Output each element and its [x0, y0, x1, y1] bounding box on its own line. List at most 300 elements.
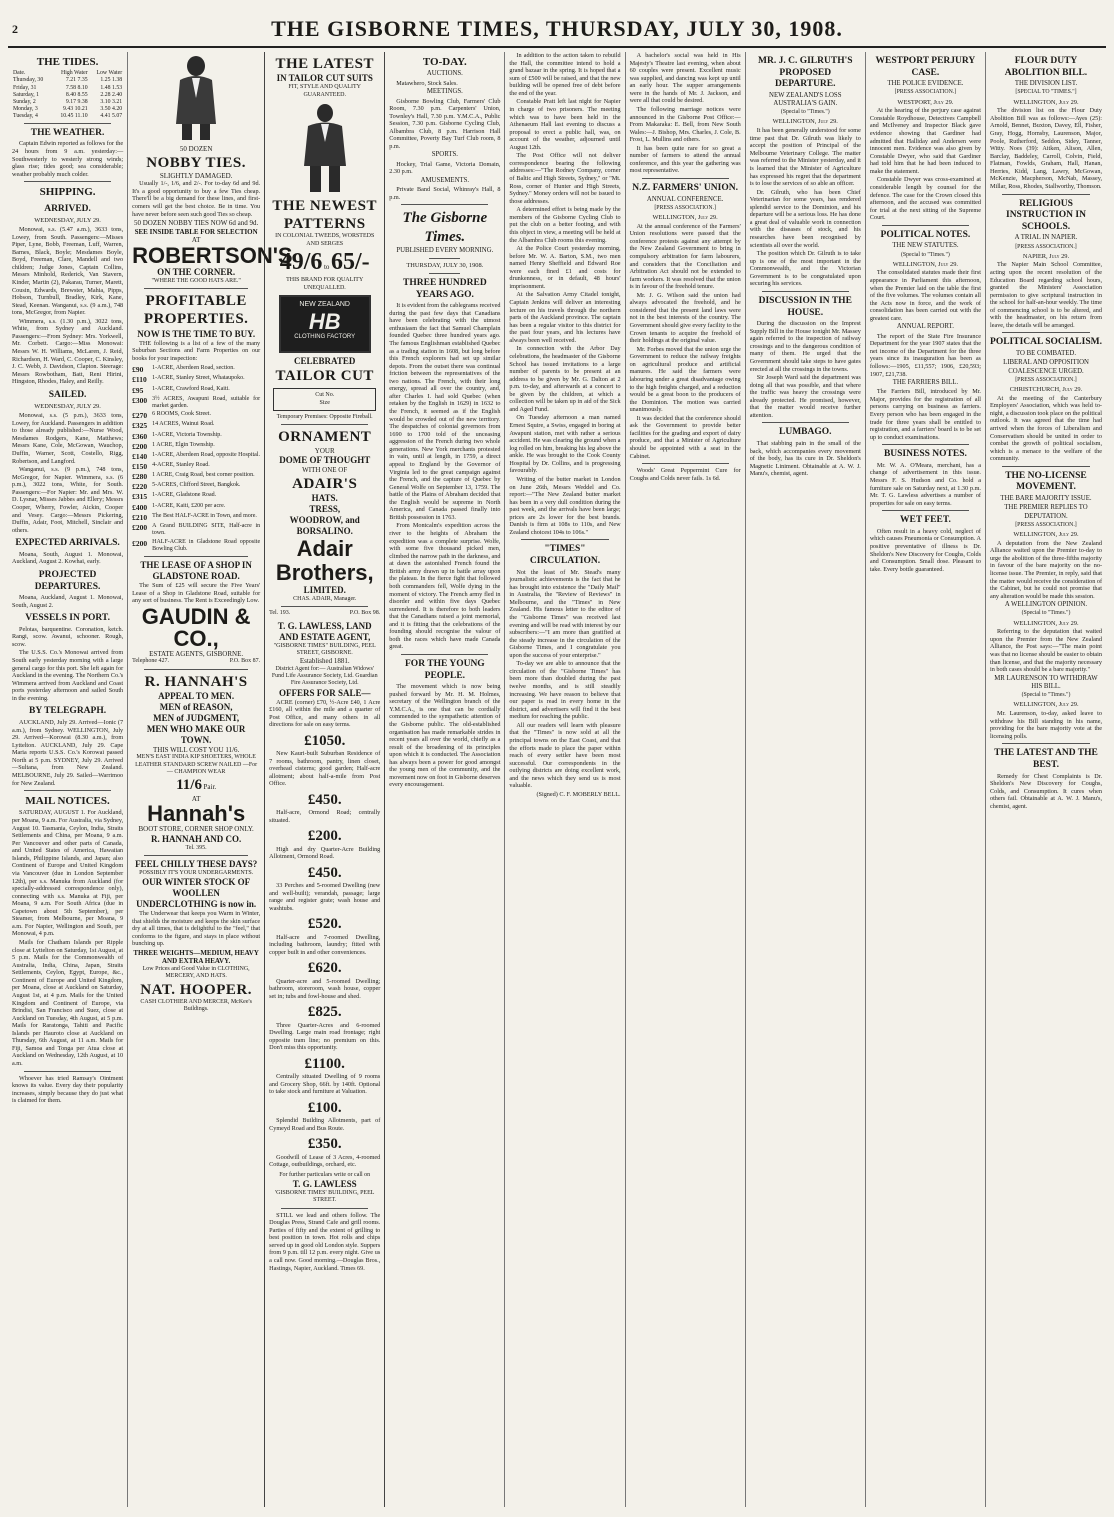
property-price: £210	[132, 512, 148, 522]
lawless-property	[269, 732, 380, 788]
property-item	[132, 432, 260, 441]
divider	[401, 654, 488, 655]
mail-heading: MAIL NOTICES.	[25, 795, 110, 808]
newspaper-title: THE GISBORNE TIMES, THURSDAY, JULY 30, 1908.	[271, 16, 843, 41]
property-item	[132, 539, 260, 554]
mail-text: Mails for Chatham Islands per Ripple close at Lyttelton on Saturday, 1st August, at 5 p.m. Mails for the Commonwealth of Australia, India, China, Japan, Straits Settlements, Ceylon, Egypt, Europe, &c., Continent of Europe and United Kingdom, per Moana, close at Auckland on Saturday, August 1st, at 4 p.m. Mails for the United Kingdom and Continent of Europe, via Brindisi, San Francisco and Suez, close at Auckland on Tuesday, 4th August, at 5 p.m. Mails for Raratonga, Tahiti and Pacific Islands per Hauroto close at Auckland on Thursday, 6th August, at 11 a.m. Mails for Fiji, Samoa and Tonga per Atua close at Auckland on Wednesday, 12th August, at 10 a.m.	[12, 939, 124, 1068]
lawless-property	[269, 864, 380, 913]
logo-bottom: CLOTHING FACTORY	[294, 333, 356, 340]
newest-heading: THE NEWEST PATTERNS	[272, 197, 378, 233]
latest-best-heading: THE LATEST AND THE BEST.	[994, 748, 1098, 770]
property-description: 1 ACRE, Craig Road, best corner position.	[152, 472, 255, 479]
column-local-news	[505, 52, 625, 1507]
property-price: £150	[132, 462, 148, 472]
farriers-heading: THE FARRIERS BILL.	[892, 379, 959, 387]
gilruth-sub: NEW ZEALAND'S LOSS AUSTRALIA'S GAIN.	[769, 91, 842, 108]
property-description: 6 ROOMS, Cook Street.	[152, 411, 211, 418]
newest-patterns-ad	[269, 197, 380, 292]
peppermint-notice: Woods' Great Peppermint Cure for Coughs and Colds never fails. 1s 6d.	[629, 467, 741, 482]
your-line: YOUR	[314, 446, 335, 455]
lawless-ad	[269, 621, 380, 729]
men-line: MEN of REASON,	[159, 701, 233, 712]
tide-date: Monday, 3	[13, 105, 38, 112]
premises-line: Temporary Premises: Opposite Fireball.	[276, 413, 373, 420]
news-item: The Post Office will not deliver correspondence bearing the following addresses:—"The Rodney Company, corner of Baltic and High Streets, Sydney," or "Mt. Ross, corner of Hunter and High Streets, Sydney." Money orders will not be issued to those addresses.	[509, 152, 621, 205]
lawless-property-text: Three Quarter-Acres and 6-roomed Dwelling. Large main road frontage; right opposite tram line; no premium on this. Don't miss this opportunity.	[269, 1021, 381, 1052]
divider	[882, 225, 969, 226]
divider	[401, 204, 488, 205]
tide-date: Saturday, 1	[13, 91, 40, 98]
property-item	[132, 411, 260, 420]
vessels-text: Pelotas, barquentine. Coronation, ketch. Rangi, scow. Awanui, schooner. Rough, scow.	[12, 625, 124, 648]
nz-farmers-text: Mr. J. G. Wilson said the union had always advocated the freehold, and he considered that the present land laws were not in the best interests of the country. The Government should give every facility to the Crown tenants to acquire the freehold of their holdings at the original value.	[629, 291, 741, 345]
wet-feet-text: Often result in a heavy cold, neglect of which causes Pneumonia or Consumption. A positive preventative of illness is Dr. Sheldon's New Discovery for Coughs, Colds and Consumption. Small dose. Pleasant to take. Every bottle guaranteed.	[869, 527, 981, 573]
tides-col: Low Water	[96, 70, 123, 77]
lumbago-text: That stabbing pain in the small of the back, which accompanies every movement of the body, has its cure in Dr. Sheldon's Magnetic Liniment. Obtainable at A. W. J. Manu's, chemist, agent.	[749, 440, 861, 478]
telegraph-heading: BY TELEGRAPH.	[29, 706, 107, 717]
column-shipping	[8, 52, 128, 1507]
times-circulation-text: All our readers will learn with pleasure that the "Times" is now sold at all the principal towns on the East Coast, and that the efforts made to place the paper within reach of every settler have been most successful. Our correspondents in the outlying districts are doing excellent work, and the news which they send us is most valuable.	[509, 721, 621, 790]
lawless2-heading: T. G. LAWLESS	[292, 1179, 357, 1190]
lawless-property-price: £450.	[307, 864, 342, 881]
divider	[1002, 332, 1090, 333]
lawless-property-price: £350.	[307, 1136, 342, 1153]
price-high: 65/-	[330, 249, 370, 276]
properties-heading: PROPERTIES.	[143, 311, 249, 328]
manager-line: CHAS. ADAIR, Manager.	[293, 596, 357, 603]
gilruth-text: Dr. Gilruth, who has been Chief Veterinarian for some years, has rendered splendid service to the Dominion, and his departure will be a serious loss. He has done a great deal of valuable work in connection with the diseases of stock, and his researches have been recognised by scientists all over the world.	[749, 188, 861, 249]
lawless-property-text: Half-acre and 7-roomed Dwelling, including bathroom, laundry; fitted with copper built in and other conveniences.	[269, 933, 381, 956]
tide-low: 1.48 1.53	[100, 84, 123, 91]
withdraw-text: Mr. Laurenson, to-day, asked leave to withdraw his Bill standing in his name, providing for the bare majority vote at the licensing polls.	[989, 710, 1102, 740]
adair-hats-ad	[269, 428, 380, 603]
boots-text: MEN'S EAST INDIA KIP SHOETERS, WHOLE LEATHER STANDARD SCREW NAILED —For— CHAMPION WEAR	[135, 754, 258, 775]
tides-row	[12, 113, 123, 120]
tide-low: 1.25 1.38	[100, 77, 123, 84]
property-item	[132, 462, 260, 471]
boots-line: THIS WILL COST YOU 11/6.	[153, 745, 240, 754]
tide-date: Sunday, 2	[13, 98, 36, 105]
man-illustration-icon	[166, 54, 226, 142]
divider	[24, 790, 111, 791]
property-price: £200	[132, 441, 148, 451]
lease-text: The Sum of £25 will secure the Five Years' Lease of a Shop in Gladstone Road, suitable for any sort of business. The Rent is Exceedingly Low.	[132, 582, 261, 605]
tides-row	[12, 92, 123, 99]
arrived-text: Monowai, s.s. (5.47 a.m.), 3633 tons, Lowey, from South. Passengers:—Misses Piper, Lyne, Bobb, Freeman, Luff, Warren, Barnes, Black, Boyle; Mesdames Boyle, Boyd, Freeman, Clare, Mandell and two children; Judge Jones, Captain Collins, Messrs Minhold, Rederick, Van Stavern, Kinder, Martin (2), Pakarau, Turner, Marett, Cousin, Edwards, Brewster, Mahia, Pipps, Hobson, Turnbull, Bradley, Kirk, Kane, Stead, Keenan. Wanganui, s.s. (9 a.m.), 748 tons, McGregor, from Napier.	[12, 226, 124, 317]
property-item	[132, 472, 260, 481]
property-price: £90	[132, 365, 144, 375]
gaudin-po: P.O. Box 87.	[229, 658, 261, 665]
news-item: A determined effort is being made by the members of the Gisborne Cycling Club to put the club on a better footing, and with this object in view, a meeting will be held at the Albambra Club rooms this evening.	[509, 206, 621, 244]
still-text: STILL we lead and others follow. The Douglas Press, Strand Cafe and grill rooms. Parties of fifty and the extent of grilling to best position in town. Hot rolls and chips served up in good old London style. Suppers from 9 p.m. till 12 p.m. every night. Give us a call now. Good morning.—Douglas Bros., Hastings, Napier, Auckland. Times 69.	[269, 1211, 381, 1272]
property-item	[132, 452, 260, 461]
lease-ad	[132, 560, 260, 665]
sailed-text: Wanganui, s.s. (9 p.m.), 748 tons, McGregor, for Napier. Wimmera, s.s. (6 p.m.), 3022 tons, White, for South. Passengers:—For Napier: Mr. and Mrs. W. D. Lysnar, Misses Jabbes and Ellery; Messrs Cooper, Wherry, Fowler, Aickin, Cooper and Vesey. Cargo:—Messrs Pickering, Duffin, Adair, Foot, Mitchell, Sinclair and others.	[12, 466, 124, 534]
lawless-sub: "GISBORNE TIMES" BUILDING, PEEL STREET, GISBORNE.	[273, 642, 376, 656]
lawless-property	[269, 1003, 380, 1052]
withdraw-heading: MR LAURENSON TO WITHDRAW HIS BILL.	[994, 674, 1098, 690]
cut-no: Cut No.	[315, 392, 335, 399]
license-sub: THE BARE MAJORITY ISSUE.	[1000, 494, 1092, 502]
young-heading: FOR THE YOUNG PEOPLE.	[405, 659, 485, 681]
page-number: 2	[12, 22, 18, 36]
property-price: £360	[132, 431, 148, 441]
political-dateline: WELLINGTON, July 29.	[892, 260, 959, 268]
property-item	[132, 482, 260, 491]
religious-dateline: NAPIER, July 29.	[1022, 252, 1070, 260]
westport-dateline: WESTPORT, July 29.	[897, 98, 954, 106]
properties-ad	[132, 292, 260, 362]
tides-col: High Water	[61, 70, 88, 77]
divider	[429, 273, 460, 274]
ointment-notice: Whoever has tried Ramsay's Ointment knows its value. Every day their popularity increases, simply because they do just what is claimed for them.	[12, 1074, 124, 1105]
column-farmers-union	[626, 52, 746, 1507]
dome-line: DOME OF THOUGHT	[279, 455, 371, 466]
property-price: £325	[132, 421, 148, 431]
religious-press: [PRESS ASSOCIATION.]	[1015, 243, 1077, 250]
property-price: £140	[132, 451, 148, 461]
nz-farmers-text: At the annual conference of the Farmers' Union resolutions were passed that the conference protests against any attempt by the New Zealand Government to bring in compulsory arbitration for farm labourers, and considers that the Conciliation and Arbitration Act should not be extended to farm workers. It was resolved that the union is in favour of the freehold tenure.	[629, 222, 741, 291]
flour-dateline: WELLINGTON, July 29.	[1013, 98, 1079, 106]
suit-man-illustration-icon	[290, 102, 360, 194]
lawless-property-price: £450.	[307, 792, 342, 809]
logo-top: NEW ZEALAND	[299, 301, 350, 308]
property-description: 1-ACRE, Aberdeen Road, section.	[152, 365, 235, 372]
weights-line: THREE WEIGHTS—MEDIUM, HEAVY AND EXTRA HEAVY.	[133, 948, 259, 966]
lawless-property-price: £520.	[307, 916, 342, 933]
column-advertisements-2	[265, 52, 385, 1507]
tides-row	[12, 106, 123, 113]
see-inside: SEE INSIDE TABLE FOR SELECTION	[134, 227, 258, 236]
divider	[429, 258, 460, 259]
tides-row	[12, 99, 123, 106]
feel-chilly-text: POSSIBLY IT'S YOUR UNDERGARMENTS.	[139, 869, 254, 876]
further-line: For further particulars write or call on	[279, 1171, 371, 1178]
farriers-text: The Farriers Bill, introduced by Mr. Major, provides for the registration of all persons carrying on business as farriers. Every person who has been engaged in the trade for three years shall be entitled to registration, and a farriers' board is to be set up to conduct examinations.	[869, 388, 981, 441]
lawless-property-text: New Kauri-built Suburban Residence of 7 rooms, bathroom, pantry, linen closet, overhead cisterns; good garden; Half-acre allotment; about half-a-mile from Post Office.	[269, 750, 381, 788]
men-line: MEN WHO MAKE OUR TOWN.	[146, 723, 246, 745]
tide-date: Thursday, 30	[13, 77, 44, 84]
divider	[1002, 743, 1090, 744]
hannah-ad	[132, 673, 260, 852]
wet-feet-heading: WET FEET.	[899, 515, 951, 526]
sailed-date: WEDNESDAY, JULY 29.	[34, 403, 101, 411]
property-description: A Grand BUILDING SITE, Half-acre in town.	[152, 522, 261, 537]
debate-heading: DISCUSSION IN THE HOUSE.	[758, 295, 852, 318]
now-is-line: NOW IS THE TIME TO BUY.	[137, 328, 256, 339]
expected-text: Moana, South, August 1. Monowai, Auckland, August 2. Kowhai, early.	[12, 550, 124, 566]
lawless-property-price: £1100.	[304, 1055, 345, 1072]
adairs-line: ADAIR'S	[292, 475, 358, 492]
political-sub: THE NEW STATUTES.	[892, 242, 959, 250]
editorial-masthead: The Gisborne Times.	[402, 210, 488, 245]
today-heading: TO-DAY.	[422, 56, 467, 68]
nobby-text: Usually 1/-, 1/6, and 2/-. For to-day 6d and 9d. It's a good opportunity to buy a few Ties cheap. There'll be a big demand for these lines, and first-comers will get the best choice. Be in time. You have never before seen such good Ties so cheap.	[132, 180, 261, 218]
license-sub2: THE PREMIER REPLIES TO DEPUTATION.	[1004, 504, 1088, 520]
lawless-property-text: Goodwill of Lease of 3 Acres, 4-roomed Cottage, outbuildings, orchard, etc.	[269, 1153, 381, 1169]
boots-price: 11/6	[176, 777, 202, 794]
tide-low: 4.41 5.07	[100, 112, 123, 119]
boots-at: AT	[191, 794, 201, 803]
lawless2-sub: 'GISBORNE TIMES' BUILDING, PEEL STREET.	[275, 1190, 375, 1204]
opinion-heading: A WELLINGTON OPINION.	[1004, 601, 1088, 609]
borsalino-line: BORSALINO.	[296, 525, 353, 536]
publication-date: THURSDAY, JULY 30, 1908.	[406, 262, 484, 270]
divider	[762, 422, 849, 423]
political-press: (Special to "Times.")	[901, 251, 950, 258]
hats-line: HATS.	[311, 492, 338, 503]
corner-line: ON THE CORNER.	[157, 266, 236, 277]
sports-text: Hockey, Trial Game, Victoria Domain, 2.30 p.m.	[389, 160, 501, 176]
lawless-property	[269, 1135, 380, 1168]
arrived-heading: ARRIVED.	[44, 203, 91, 214]
auctions-heading: AUCTIONS.	[426, 70, 463, 78]
property-item	[132, 365, 260, 374]
flour-text: The division list on the Flour Duty Abolition Bill was as follows:—Ayes (25): Arnold, Bennet, Buxton, Davey, Ell, Fisher, Gray, Hogg, Hornsby, Laurenson, Major, Poole, Rutherford, Seddon, Sidey, Tanner, Witty. Noes (39): Aitken, Alison, Allen, Barclay, Baddeley, Carroll, Colvin, Field, Flatman, Fowlds, Graham, Hall, Hanan, Herries, Kidd, Lang, Lawry, McGowan, McKenzie, Macpherson, McNab, Massey, Millar, Ross, Rhodes, Stallworthy, Thomson.	[989, 107, 1102, 190]
property-item	[132, 386, 260, 395]
socialism-text: At the meeting of the Canterbury Employers' Association, which was held to-night, a discussion took place on the political outlook. It was agreed that the time had arrived when the forces of Liberalism and Conservatism should be united in order to combat the growth of political socialism, which is a menace to the welfare of the community.	[989, 394, 1102, 463]
property-description: 5-ACRES, Clifford Street, Bangkok.	[152, 482, 241, 489]
property-description: 1 ACRE, Elgin Township.	[152, 441, 215, 448]
gilruth-press: (Special to "Times.")	[780, 109, 830, 116]
tide-high: 7.58 8.10	[65, 84, 88, 91]
property-price: £270	[132, 411, 148, 421]
property-description: 14 ACRES, Wainui Road.	[152, 421, 215, 428]
ornament-heading: ORNAMENT	[278, 429, 372, 446]
lawless-property-list	[269, 732, 380, 1169]
lawless-property	[269, 1099, 380, 1132]
property-description: 4-ACRE, Stanley Road.	[152, 462, 210, 469]
times-circulation-text: Not the least of Mr. Stead's many journalistic achievements is the fact that he has brought into existence the "Daily Mail" in Australia, the "Review of Reviews" in Melbourne, and the "Times" in New Zealand. His famous letter to the editor of the "Gisborne Times" was received last evening and will be read with interest by our subscribers:—"I am more than gratified at the steady increase in the circulation of the Gisborne Times, and I congratulate you upon the success of your enterprise."	[509, 568, 621, 659]
property-description: 1-ACRE, Stanley Street, Whataupoko.	[152, 375, 245, 382]
robertsons-brand: ROBERTSON'S	[132, 242, 293, 268]
divider	[24, 123, 111, 124]
lawless-property-price: £1050.	[304, 732, 346, 749]
tide-high: 10.45 11.10	[60, 112, 88, 119]
lead-text: It is evident from the cablegrams received during the past few days that Canadians have been celebrating with the utmost enthusiasm the fact that Samuel Champlain founded Quebec three hundred years ago. The famous Englishman established Quebec as a trading station in 1608, but long before this French explorers had set up similar depots. From the outset there was continual friction between the representatives of the two nations. The French, with their long energy, spread all over the country, and, after Charles I. had sold Quebec (when retaken by the English in 1629) in 1632 to the French, it seemed as if the English would be crowded out of the new territory. The despatches of colonial governors from 1690 to 1700 told of the unceasing aggression of the French during two whole generations. New York merchants protested in vain, until at length, in 1759, a direct appeal to England by the Governor of Virginia led to the great campaign against the French, and the capture of Quebec by General Wolfe on September 13, 1759. The battle of the Plains of Abraham decided that the English would be supreme in North America, and Canada passed finally into British possession in 1763.	[389, 302, 501, 521]
nz-farmers-text: It was decided that the conference should ask the Government to provide better facilities for the grading and export of dairy produce, and that a Minister of Agriculture should be appointed with a seat in the Cabinet.	[629, 414, 741, 460]
withdraw-dateline: WELLINGTON, July 29.	[1013, 701, 1079, 709]
sports-heading: SPORTS.	[431, 151, 458, 159]
news-item: A bachelor's social was held in His Majesty's Theatre last evening, when about 60 couples were present. Excellent music was supplied, and dancing was kept up until an early hour. The supper arrangements were in the hands of Mr. J. Jackson, and were all that could be desired.	[629, 52, 741, 105]
projected-text: Moana, Auckland, August 1. Monowai, South, August 2.	[12, 594, 124, 609]
times-circulation-text: To-day we are able to announce that the circulation of the "Gisborne Times" has been more than doubled during the past twelve months, and is still steadily increasing. We have reason to believe that our paper is read in every home in the district, and advertisers will find it the best medium for reaching the public.	[509, 660, 621, 721]
news-item: It has been quite rare for so great a number of farmers to attend the annual conference, and this year the gathering was most representative.	[629, 144, 741, 175]
times-circulation-heading: "TIMES" CIRCULATION.	[529, 544, 601, 567]
property-price: £280	[132, 472, 148, 482]
nz-farmers-heading: N.Z. FARMERS' UNION.	[632, 183, 738, 193]
news-item: In connection with the Arbor Day celebrations, the headmaster of the Gisborne School has issued invitations to a large number of parents to be present at an address to be given by Mr. G. Dalton at 2 p.m. to-day, and afterwards at a concert to be given by the children, at which a collection will be taken up in aid of the Sick and Aged Fund.	[509, 345, 621, 413]
tailor-sub: FIT, STYLE AND QUALITY GUARANTEED.	[288, 84, 361, 98]
lawless-property-price: £620.	[307, 960, 342, 977]
weather-text: Captain Edwin reported as follows for the 24 hours from 9 a.m. yesterday:—Southwesterly to westerly strong winds; glass rise; tides good; sea considerable; weather probably much colder.	[12, 140, 124, 178]
divider	[144, 669, 248, 670]
nz-farmers-text: Mr. Forbes moved that the union urge the Government to reduce the railway freights on agricultural produce and artificial manures. He said the farmers were labouring under a great disadvantage owing to the high freights charged, and a reduction would be a great boon to the producers of the Dominion. The motion was carried unanimously.	[629, 345, 741, 414]
property-description: 3½ ACRES, Awapuni Road, suitable for market garden.	[152, 395, 261, 410]
lawless-footer	[269, 1172, 380, 1205]
lawless-property-price: £825.	[307, 1004, 342, 1021]
signature-line: (Signed) C. F. MOBERLY BELL.	[536, 790, 621, 798]
published-line: PUBLISHED EVERY MORNING.	[396, 246, 494, 254]
amusements-heading: AMUSEMENTS.	[420, 176, 470, 184]
religious-heading: RELIGIOUS INSTRUCTION IN SCHOOLS.	[1006, 198, 1086, 232]
arrived-date: WEDNESDAY, JULY 29.	[34, 217, 101, 225]
lawless-property	[269, 827, 380, 860]
lawless-property-price: £100.	[307, 1099, 342, 1116]
news-item: At the Police Court yesterday morning, before Mr. W. A. Barton, S.M., two men named Henry Sheffield and Edward Roe were each fined £1 and costs for drunkenness, or in default, 48 hours' imprisonment.	[509, 245, 621, 290]
gilruth-heading: MR. J. C. GILRUTH'S PROPOSED DEPARTURE.	[758, 56, 853, 90]
lawless-property-text: High and dry Quarter-Acre Building Allotment, Ormond Road.	[269, 845, 381, 861]
flour-press: [SPECIAL TO "TIMES."]	[1015, 89, 1077, 96]
socialism-dateline: CHRISTCHURCH, July 29.	[1009, 385, 1083, 393]
lawless-property	[269, 959, 380, 1000]
lawless-property-text: 33 Perches and 5-roomed Dwelling (new and well-built); verandah, passage; large range and register grate; wash house and washtubs.	[269, 882, 381, 912]
westport-text: Constable Dwyer was cross-examined at considerable length by counsel for the defence. The case for the Crown closed this afternoon, and the accused was committed for trial at the next sitting of the Supreme Court.	[869, 176, 981, 222]
latest-best-text: Remedy for Chest Complaints is Dr. Sheldon's New Discovery for Coughs, Colds, and Consumption. It cures when others fail. Obtainable at A. W. J. Manu's, chemist, agent.	[989, 772, 1102, 810]
lawless-property	[269, 915, 380, 956]
agent-line: District Agent for:— Australian Widows' Fund Life Assurance Society, Ltd. Guardian Fire Assurance Society, Ltd.	[271, 665, 378, 687]
nz-farmers-press: [PRESS ASSOCIATION.]	[654, 204, 716, 211]
property-price: £95	[132, 385, 144, 395]
property-description: HALF-ACRE in Gladstone Road opposite Bowling Club.	[152, 538, 261, 552]
business-heading: BUSINESS NOTES.	[883, 449, 967, 460]
column-gilruth	[746, 52, 866, 1507]
column-westport	[866, 52, 986, 1507]
gilruth-dateline: WELLINGTON, July 29.	[772, 118, 838, 126]
meetings-heading: MEETINGS.	[426, 88, 463, 96]
nobby-count: 50 DOZEN	[179, 145, 213, 153]
religious-sub: A TRIAL IN NAPIER.	[1014, 234, 1078, 242]
property-description: 1-ACRE, Gladstone Road.	[152, 492, 217, 499]
lawless-pobox: P.O. Box 98.	[349, 610, 381, 617]
property-price: £315	[132, 492, 148, 502]
arrived-text: Wimmera, s.s. (1.30 p.m.), 3022 tons, White, from Sydney and Auckland. Passengers:—From Sydney: Mrs. Yorkwell, Mr. Corbett. Cargo:—Miss Monowai: Messrs W. H. Williams, McLaren, J. Reid, Richardson, H. Ward, C. Cooper, C. Kinsley, J. C. Webb, J. Davidson, Clapton. Steerage: Messrs Rowbotham, Batt, Reni Hirini, Hingston, Rhodes, Haley, and Reilly.	[12, 317, 124, 386]
license-heading: THE NO-LICENSE MOVEMENT.	[1005, 470, 1087, 493]
newest-sub: IN COLONIAL TWEEDS, WORSTEDS AND SERGES	[275, 233, 375, 247]
property-item	[132, 442, 260, 451]
men-line: MEN of JUDGMENT,	[153, 712, 240, 723]
property-item	[132, 421, 260, 430]
nobby-count2: 50 DOZEN NOBBY TIES NOW 6d and 9d.	[133, 219, 259, 228]
profitable-heading: PROFITABLE	[145, 293, 247, 310]
price-low: 49/6	[279, 249, 323, 276]
news-item: The following marriage notices were announced in the Gisborne Post Office:—From Makaraka: E. Bell, from New South Wales:—J. Bishop, Mrs. Charles, J. Cole, B. Frost, L. Mullins and others.	[629, 105, 741, 144]
news-item: On Tuesday afternoon a man named Ernest Squire, a Swiss, engaged in boring at Awapuni station, met with rather a serious accident. He was clearing the ground when a log rolled on him, breaking his leg above the ankle. He was brought to the Cook County Hospital by Dr. Collins, and is progressing favourably.	[509, 414, 621, 475]
following-text: THE following is a list of a few of the many Suburban Sections and Farm Properties on our books for your inspection:	[132, 339, 261, 362]
property-item	[132, 396, 260, 411]
column-parliament	[986, 52, 1106, 1507]
corner-sub: "WHERE THE GOOD HATS ARE."	[151, 277, 241, 284]
divider	[144, 855, 248, 856]
tides-row	[12, 77, 123, 84]
tailor-ad	[269, 55, 380, 99]
debate-text: During the discussion on the Imprest Supply Bill in the House tonight Mr. Massey again referred to the inspection of railway crossings and to the dangerous condition of many of them. He urged that the Government should take steps to have gates erected at all the crossings in the towns.	[749, 320, 861, 373]
lawless-property-text: Quarter-acre and 5-roomed Dwelling; bathroom, storeroom, wash house, copper set in; tubs and fowl-house and shed.	[269, 977, 381, 1000]
low-prices: Low Prices and Good Value in CLOTHING, MERCERY, AND HATS.	[142, 965, 250, 980]
adair-brothers-brand: Adair Brothers,	[275, 535, 374, 585]
nz-farmers-sub: ANNUAL CONFERENCE.	[646, 195, 724, 203]
socialism-sub: TO BE COMBATED.	[1015, 350, 1077, 358]
divider	[24, 1071, 111, 1072]
business-text: Mr. W. A. O'Meara, merchant, has a change of advertisement in this issue. Messrs F. S. Hudson and Co. hold a furniture sale on Saturday next, at 1.30 p.m. Mr. T. G. Lawless advertises a number of properties for sale on easy terms.	[869, 461, 981, 507]
gaudin-brand: GAUDIN & CO.,	[141, 603, 251, 651]
socialism-heading: POLITICAL SOCIALISM.	[990, 337, 1102, 348]
divider	[882, 510, 969, 511]
opinion-text: Referring to the deputation that waited upon the Premier from the New Zealand Alliance, the Post says:—"The main point was that no license should be easier to obtain than license, and that the majority necessary in both cases should be a bare majority."	[989, 628, 1102, 674]
offers-heading: OFFERS FOR SALE—	[278, 687, 371, 698]
lumbago-heading: LUMBAGO.	[779, 427, 832, 438]
lease-heading: THE LEASE OF A SHOP IN GLADSTONE ROAD.	[140, 560, 252, 582]
hannah-heading: R. HANNAH'S	[144, 673, 248, 690]
boots-pair: Pair.	[203, 783, 217, 792]
gilruth-text: The position which Dr. Gilruth is to take up is one of the most important in the Commonwealth, and the Victorian Government is to be congratulated upon securing his services.	[749, 250, 861, 288]
size-label: Size	[319, 399, 330, 406]
gaudin-contact	[132, 658, 260, 665]
nobby-heading: NOBBY TIES.	[146, 154, 246, 171]
amusements-text: Private Band Social, Whinray's Hall, 8 p.m.	[389, 186, 501, 201]
tides-table	[12, 70, 123, 119]
tide-low: 3.50 4.20	[100, 105, 123, 112]
hooper-ad	[132, 859, 260, 1014]
tides-heading: THE TIDES.	[36, 56, 99, 68]
vessels-heading: VESSELS IN PORT.	[25, 613, 110, 624]
license-press: [PRESS ASSOCIATION.]	[1015, 521, 1077, 528]
divider	[762, 291, 849, 292]
hb-clothing-logo	[279, 295, 371, 353]
property-price: £300	[132, 395, 148, 405]
divider	[144, 288, 248, 289]
hannah-store: BOOT STORE, CORNER SHOP ONLY.	[138, 825, 254, 834]
woodrow-line: WOODROW, and	[289, 514, 360, 525]
sailed-heading: SAILED.	[48, 389, 87, 400]
tide-high: 9.17 9.38	[65, 98, 88, 105]
winter-text: The Underwear that keeps you Warm in Winter, that shields the moisture and keeps the skin surface dry at all times, that is delightful to the "feel," that conforms to the figure, and stays in place without bunching up.	[132, 910, 261, 948]
property-price: £110	[132, 375, 147, 385]
expected-heading: EXPECTED ARRIVALS.	[15, 538, 120, 549]
political-text: The consolidated statutes made their first appearance in Parliament this afternoon, when the Premier laid on the table the first of the five volumes. The volumes contain all the Acts now in force, and the work of consolidation has been carried out with the greatest care.	[869, 269, 981, 322]
tides-header-row	[12, 70, 123, 77]
debate-text: Sir Joseph Ward said the department was doing all that was possible, and that where the traffic was heavy the crossings were already protected. He promised, however, that the matter would receive further attention.	[749, 374, 861, 419]
property-description: 1-ACRE, Victoria Township.	[152, 431, 222, 438]
lawless-property-text: Half-acre, Ormond Road; centrally situated.	[269, 809, 381, 824]
opinion-dateline: WELLINGTON, July 29.	[1013, 619, 1079, 627]
lawless-tel: Tel. 193.	[269, 610, 291, 617]
tailor-cut-label-box	[273, 388, 376, 411]
news-item: At the Salvation Army Citadel tonight, Captain Jenkins will deliver an interesting lecture on his travels through the northern parts of the Auckland province. The captain has been a regular visitor to this district for the past four years, and his lectures have always been well received.	[509, 291, 621, 344]
auctions-text: Matawhero, Stock Sales.	[396, 79, 458, 87]
property-item	[132, 513, 260, 522]
logo-letters: HB	[308, 308, 341, 334]
westport-heading: WESTPORT PERJURY CASE.	[875, 56, 976, 78]
winter-heading: OUR WINTER STOCK OF WOOLLEN UNDERCLOTHING is now in.	[136, 877, 257, 910]
weather-heading: THE WEATHER.	[30, 127, 105, 138]
lawless-property	[269, 1055, 380, 1096]
property-item	[132, 375, 260, 384]
boots-price-row	[132, 776, 260, 794]
annual-report-heading: ANNUAL REPORT.	[896, 323, 954, 331]
latest-heading: THE LATEST	[275, 56, 374, 72]
property-item	[132, 492, 260, 501]
divider	[281, 606, 368, 607]
tides-row	[12, 85, 123, 92]
hannah-appeal: APPEAL TO MEN.	[158, 690, 235, 701]
nobby-sub: SLIGHTLY DAMAGED.	[159, 171, 233, 180]
hannah-co: R. HANNAH AND CO.	[151, 833, 242, 844]
socialism-sub2: LIBERAL AND OPPOSITION COALESCENCE URGED.	[1003, 359, 1089, 375]
mail-text: SATURDAY, AUGUST 1. For Auckland, per Moana, 9 a.m. For Australia, via Sydney, August 10. Tasmania, Ceylon, India, Straits Settlements and China, per Moana, 9 a.m. Per Vancouver and other parts of Canada, and United States of America, Hawaiian Islands, Philippine Islands, and Japan; also Continent of Europe and United Kingdom via Vancouver (due in London September 12th), per s.s. Manuka from Auckland (for specially-addressed correspondence only), connecting with s.s. Manuka at Fiji, per Moana, 9 a.m. For South Africa (due in Capetown about 5th September), per Steamer, from Melbourne, per Moana, 9 a.m. For Napier, Wellington and South, per Monowai, 4 p.m.	[12, 809, 124, 938]
young-text: The movement which is now being pushed forward by Mr. H. M. Holmes, secretary of the Wellington branch of the Y.M.C.A., is one that can be cordially commended to the sympathetic attention of the Gisborne public. The old-established organisation has made remarkable strides in recent years all over the world, chiefly as a result of the broadening of its principles upon which it is conducted. The Association has always been a power for good amongst the young men of the community, and the movement now on foot in Gisborne deserves every encouragement.	[389, 683, 501, 789]
lawless-property-text: Centrally situated Dwelling of 9 rooms and Grocery Shop, 66ft. by 140ft. Optional to take stock and furniture at Valuation.	[269, 1073, 381, 1096]
